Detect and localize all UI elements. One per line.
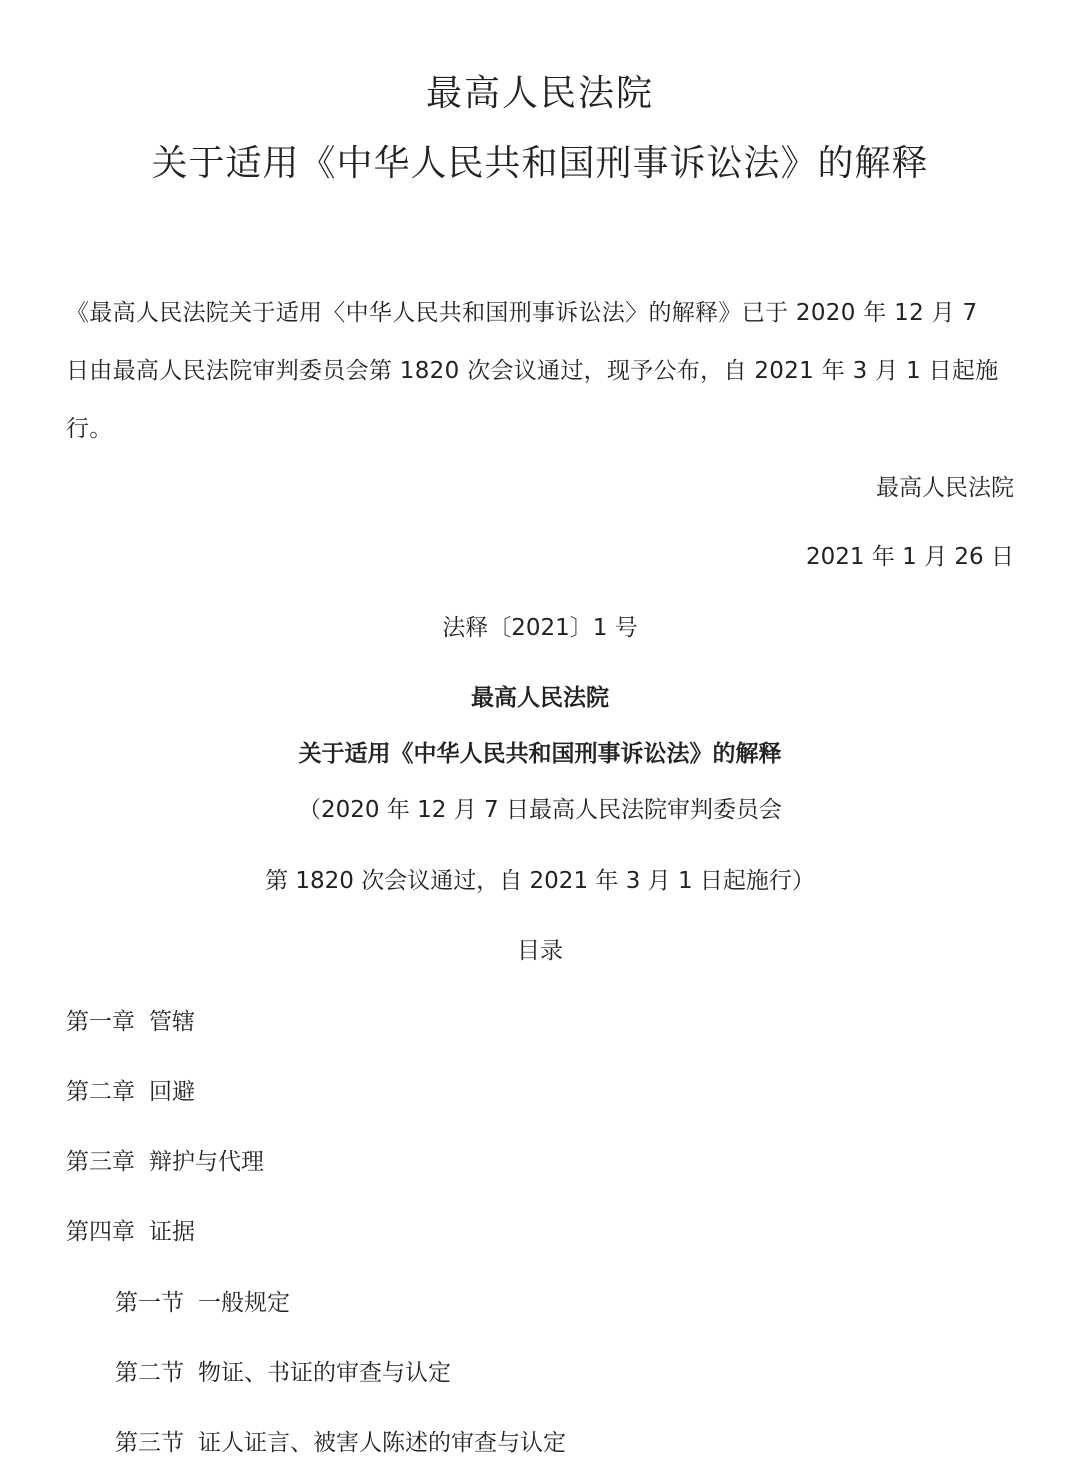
chapter-number: 第一章 (66, 1009, 135, 1035)
announcement-line: 日由最高人民法院审判委员会第 1820 次会议通过，现予公布，自 2021 年 3 月 1 日起施 (66, 358, 999, 384)
chapter-name: 管辖 (149, 1009, 195, 1035)
toc-chapter-item (66, 1151, 264, 1174)
toc-section-item (115, 1292, 290, 1315)
announcement-line: 行。 (66, 416, 113, 442)
signature: 最高人民法院 (876, 475, 1014, 501)
document-title-line2: 关于适用《中华人民共和国刑事诉讼法》的解释 (151, 143, 929, 184)
toc-title: 目录 (517, 938, 563, 964)
section-name: 证人证言、被害人陈述的审查与认定 (198, 1430, 566, 1456)
document-number: 法释〔2021〕1 号 (442, 615, 638, 641)
section-name: 物证、书证的审查与认定 (198, 1360, 451, 1386)
toc-chapter-item (66, 1221, 195, 1244)
section-number: 第一节 (115, 1290, 184, 1316)
subtitle-line2: 关于适用《中华人民共和国刑事诉讼法》的解释 (298, 741, 782, 767)
chapter-number: 第四章 (66, 1219, 135, 1245)
section-name: 一般规定 (198, 1290, 290, 1316)
chapter-name: 证据 (149, 1219, 195, 1245)
announcement-line: 《最高人民法院关于适用〈中华人民共和国刑事诉讼法〉的解释》已于 2020 年 12 月 7 (66, 300, 978, 326)
section-number: 第三节 (115, 1430, 184, 1456)
toc-section-item (115, 1362, 451, 1385)
chapter-name: 辩护与代理 (149, 1149, 264, 1175)
adoption-note-line1: （2020 年 12 月 7 日最高人民法院审判委员会 (298, 797, 782, 823)
toc-chapter-item (66, 1011, 195, 1034)
signature-date: 2021 年 1 月 26 日 (806, 544, 1014, 570)
adoption-note-line2: 第 1820 次会议通过，自 2021 年 3 月 1 日起施行） (265, 868, 815, 894)
announcement-paragraph (66, 284, 1006, 458)
chapter-number: 第三章 (66, 1149, 135, 1175)
section-number: 第二节 (115, 1360, 184, 1386)
subtitle-line1: 最高人民法院 (471, 685, 609, 711)
chapter-number: 第二章 (66, 1079, 135, 1105)
document-title-line1: 最高人民法院 (425, 73, 654, 114)
chapter-name: 回避 (149, 1079, 195, 1105)
toc-section-item (115, 1432, 566, 1455)
toc-chapter-item (66, 1081, 195, 1104)
